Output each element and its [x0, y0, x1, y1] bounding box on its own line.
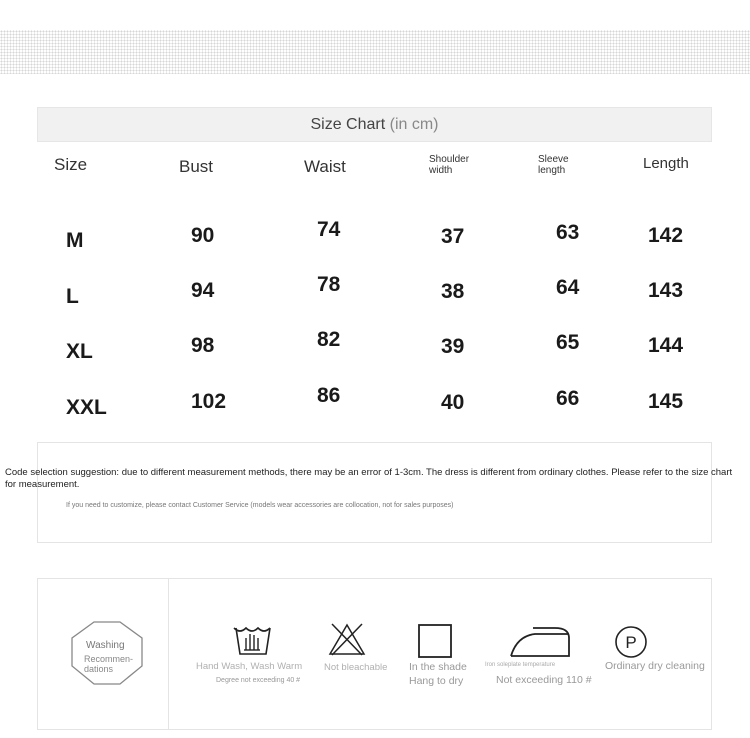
cell-waist: 82: [317, 328, 341, 351]
cell-bust: 98: [191, 334, 215, 357]
hand-wash-icon: [232, 624, 274, 658]
header-length: Length: [643, 155, 689, 172]
header-shoulder: [429, 154, 469, 176]
shade-dry-icon: [417, 623, 453, 659]
note-main: Code selection suggestion: due to different measurement methods, there may be an error of 1-3cm. The dress is different from ordinary clothes. Please refer to the size chart for measurement.: [5, 467, 733, 490]
cell-sleeve: 64: [556, 276, 580, 299]
cell-sleeve: 66: [556, 387, 580, 410]
cell-sleeve: 63: [556, 221, 580, 244]
cell-length: 144: [648, 334, 684, 357]
dotted-banner: [0, 30, 750, 74]
header-sleeve: [538, 154, 569, 176]
header-sleeve-line2: length: [538, 165, 566, 176]
cell-sleeve: 65: [556, 331, 580, 354]
header-shoulder-line1: Shoulder: [429, 154, 470, 165]
washing-badge-title: Washing: [86, 640, 125, 651]
washing-badge-sub-line2: dations: [84, 664, 114, 674]
cell-bust: 90: [191, 224, 215, 247]
shade-dry-label: In the shade: [409, 661, 467, 673]
cell-waist: 86: [317, 384, 341, 407]
cell-shoulder: 40: [441, 391, 465, 414]
octagon-badge-icon: [70, 620, 144, 686]
shade-dry-label2: Hang to dry: [409, 675, 464, 687]
cell-bust: 102: [191, 390, 227, 413]
title-label: Size Chart: [310, 116, 386, 133]
cell-length: 145: [648, 390, 684, 413]
cell-waist: 78: [317, 273, 341, 296]
page-title: [38, 116, 711, 134]
cell-waist: 74: [317, 218, 341, 241]
iron-label: Iron soleplate temperature: [485, 662, 556, 668]
washing-badge-sub: [84, 654, 133, 674]
size-chart-title-bar: [37, 107, 712, 142]
no-bleach-label: Not bleachable: [324, 662, 388, 673]
header-size: Size: [54, 155, 88, 174]
cell-size: XL: [66, 340, 93, 363]
no-bleach-icon: [328, 622, 366, 656]
iron-icon: [509, 624, 571, 658]
iron-label2: Not exceeding 110 #: [496, 674, 592, 686]
dry-clean-label: Ordinary dry cleaning: [605, 660, 705, 672]
cell-size: L: [66, 285, 79, 308]
header-shoulder-line2: width: [429, 165, 453, 176]
cell-bust: 94: [191, 279, 215, 302]
header-waist: Waist: [304, 157, 346, 176]
hand-wash-sub: Degree not exceeding 40 #: [216, 677, 301, 684]
washing-badge-sub-line1: Recommen-: [84, 654, 134, 664]
dry-clean-letter: P: [625, 633, 637, 652]
cell-shoulder: 39: [441, 335, 465, 358]
note-box: [37, 442, 712, 543]
cell-shoulder: 38: [441, 280, 465, 303]
hand-wash-label: Hand Wash, Wash Warm: [196, 661, 303, 672]
title-unit: (in cm): [389, 116, 439, 133]
cell-size: M: [66, 229, 84, 252]
cell-size: XXL: [66, 396, 107, 419]
dry-clean-icon: [613, 624, 649, 660]
cell-length: 143: [648, 279, 684, 302]
cell-shoulder: 37: [441, 225, 465, 248]
note-small: If you need to customize, please contact Customer Service (models wear accessories are collocation, not for sales purposes): [66, 502, 454, 509]
washing-divider: [168, 578, 169, 730]
header-bust: Bust: [179, 157, 214, 176]
cell-length: 142: [648, 224, 684, 247]
header-sleeve-line1: Sleeve: [538, 154, 569, 165]
